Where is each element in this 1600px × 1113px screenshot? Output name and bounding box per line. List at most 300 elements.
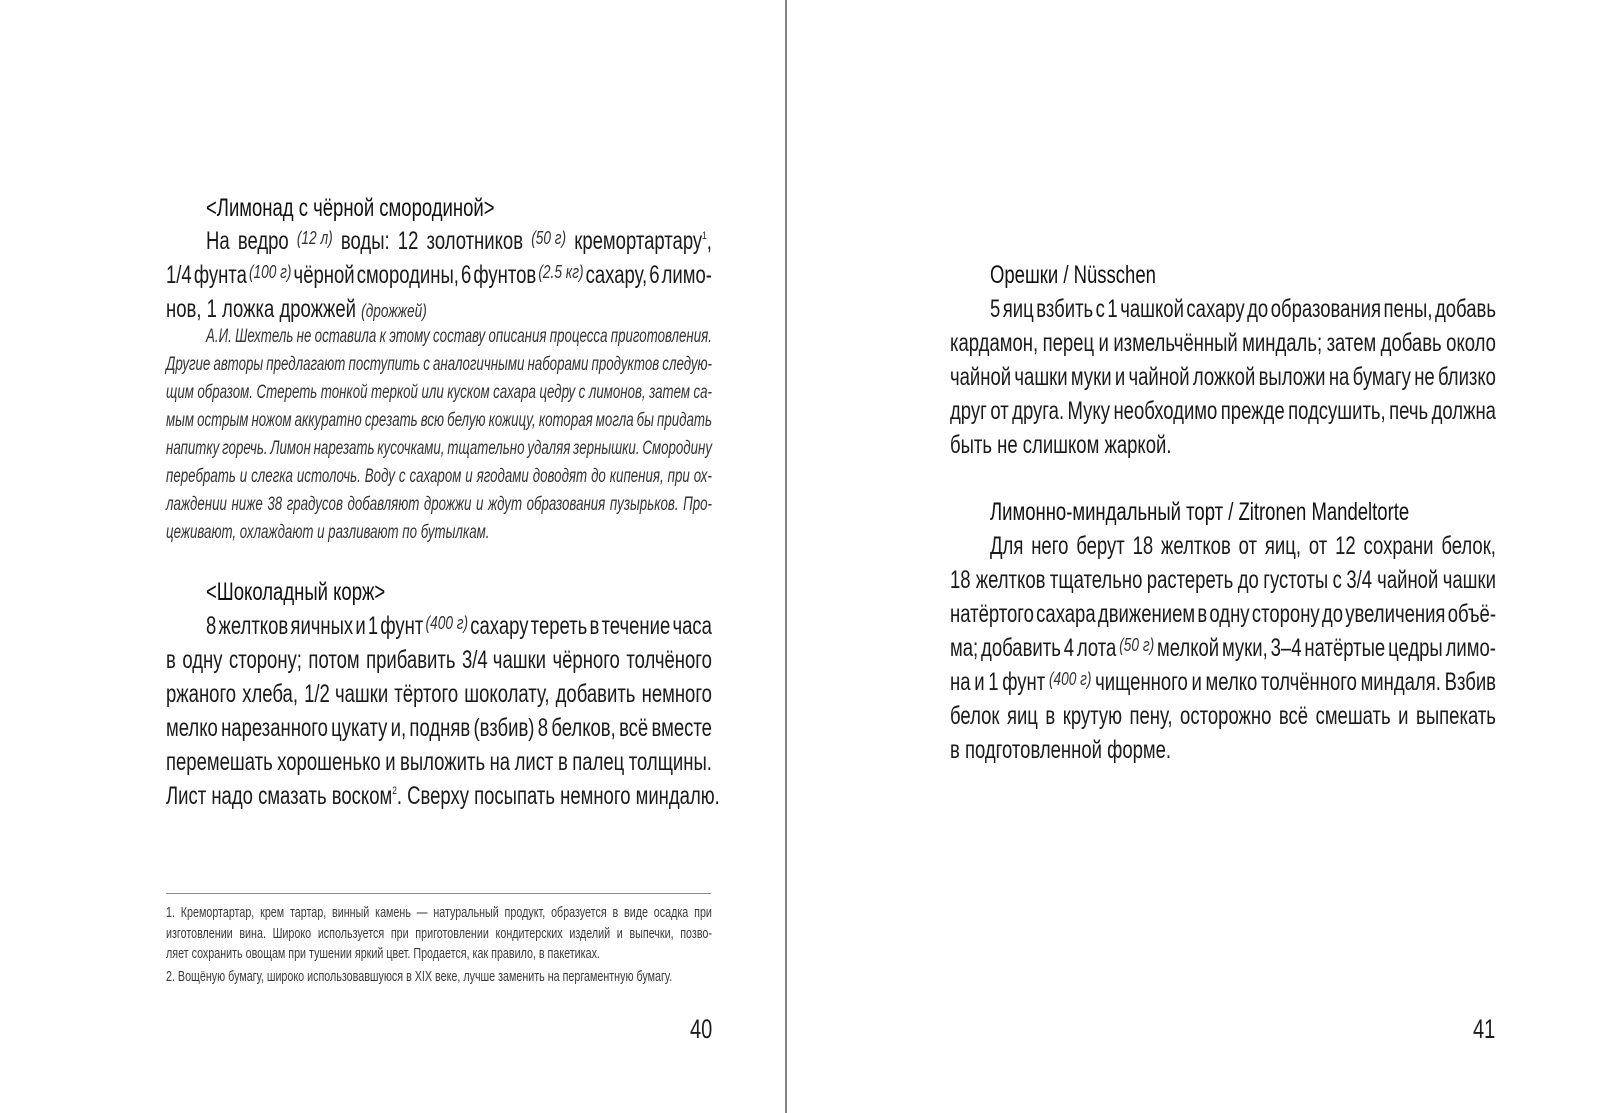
- word: сахару: [1186, 295, 1245, 323]
- body-text-line: [950, 331, 1496, 356]
- word: изделий: [569, 925, 611, 942]
- word: позво-: [680, 925, 712, 942]
- word: лимо-: [661, 261, 712, 289]
- word: близко: [1438, 363, 1496, 391]
- word: перебрать: [166, 466, 236, 487]
- word: в: [612, 905, 619, 921]
- word: при: [390, 925, 409, 942]
- word-with-footnote-ref: кремортартару$^1$,: [574, 227, 712, 255]
- word: ложкой: [1192, 363, 1256, 391]
- word: в: [166, 646, 176, 674]
- word: в подготовленной форме.: [950, 736, 1172, 764]
- word: бумагу: [1352, 363, 1411, 391]
- word: золотников: [426, 227, 524, 255]
- word: ждут: [487, 494, 523, 515]
- word: 12: [397, 227, 419, 255]
- word: выложи: [1258, 363, 1326, 391]
- page-number-right: 41: [1473, 1014, 1496, 1044]
- word: перемешать: [166, 748, 273, 776]
- word: образования: [526, 494, 606, 515]
- word: лаждении: [166, 494, 227, 515]
- footnote-text-line: [166, 927, 712, 942]
- word: всю: [420, 410, 445, 431]
- body-text-line: [166, 263, 712, 288]
- left-page: [0, 0, 785, 1113]
- word: слегка: [251, 466, 293, 487]
- word: смешать: [1315, 702, 1391, 730]
- word: придать: [657, 410, 712, 431]
- word: сахара: [1036, 600, 1096, 628]
- body-text-line: [166, 297, 427, 322]
- word: аналогичными: [433, 354, 525, 375]
- word: выпечки,: [629, 925, 674, 942]
- word: 1.: [166, 905, 175, 921]
- word: чайной: [950, 363, 1012, 391]
- word: 6: [461, 261, 472, 289]
- word: кожицу,: [488, 410, 536, 431]
- word: срезать: [364, 410, 418, 431]
- word: с: [1332, 566, 1342, 594]
- word: осторожно: [1180, 702, 1272, 730]
- word: 8: [206, 612, 217, 640]
- word: 38: [267, 494, 283, 515]
- word: шоколату,: [464, 680, 550, 708]
- word: лист: [514, 748, 554, 776]
- word: 1: [988, 668, 999, 696]
- word: добавляют: [347, 494, 420, 515]
- word: ножом: [251, 410, 292, 431]
- word: 1: [1107, 295, 1118, 323]
- word: в: [1197, 600, 1208, 628]
- word: этому: [389, 326, 430, 347]
- word: прибавить: [366, 646, 456, 674]
- word: 6: [649, 261, 660, 289]
- word: кондитерских: [495, 925, 563, 942]
- word: мелко: [166, 714, 218, 742]
- word: крутую: [1062, 702, 1122, 730]
- word: ниже: [231, 494, 263, 515]
- word: немного: [641, 680, 712, 708]
- word: истолочь.: [296, 466, 361, 487]
- word: на: [1328, 363, 1350, 391]
- word: 18 желтков: [950, 566, 1046, 594]
- word: 18: [1132, 532, 1154, 560]
- word: муки,: [1222, 634, 1268, 662]
- word: с: [423, 354, 430, 375]
- word: или: [421, 382, 444, 403]
- word: тщательно: [1049, 566, 1143, 594]
- word: не: [296, 326, 312, 347]
- word: щим: [166, 382, 194, 403]
- word: чёрного: [552, 646, 620, 674]
- word: лимонов,: [588, 382, 646, 403]
- word: сахара: [493, 382, 536, 403]
- note-text-line: [166, 467, 712, 486]
- word: (взбив): [473, 714, 535, 742]
- word: часа: [672, 612, 712, 640]
- word: ведро: [237, 227, 289, 255]
- word: дрожжи: [423, 494, 472, 515]
- word: фунта: [193, 261, 247, 289]
- word: яиц: [1006, 702, 1038, 730]
- word: са-: [693, 382, 712, 403]
- word: затем: [1326, 329, 1377, 357]
- word: и: [1114, 363, 1126, 391]
- word: которая: [538, 410, 593, 431]
- word: желтков: [1161, 532, 1231, 560]
- word: виде: [624, 905, 648, 921]
- word: 1: [206, 295, 217, 323]
- word: с: [578, 382, 586, 403]
- word: в: [1045, 702, 1056, 730]
- word: до: [1237, 566, 1259, 594]
- word: белок: [950, 702, 1000, 730]
- word: подняв: [409, 714, 471, 742]
- word: изготовлении: [166, 925, 233, 942]
- word: и: [1191, 668, 1202, 696]
- body-text-line: [950, 738, 1171, 763]
- body-text-line: [990, 534, 1496, 559]
- word: толчённого: [1261, 668, 1357, 696]
- word: желтков: [218, 612, 289, 640]
- word: градусов: [286, 494, 343, 515]
- word: Стереть: [256, 382, 318, 403]
- word: чёрной: [293, 261, 355, 289]
- word: затем: [649, 382, 690, 403]
- body-text-line: [166, 648, 712, 673]
- word: осадка: [653, 905, 689, 921]
- word: образования: [1270, 295, 1382, 323]
- word: одну: [1209, 600, 1250, 628]
- word: 4: [1063, 634, 1075, 662]
- metric-conversion: (50 г): [531, 227, 567, 248]
- word: растереть: [1146, 566, 1234, 594]
- word: прежде: [1220, 397, 1285, 425]
- word: нарезанного: [221, 714, 328, 742]
- note-text-line: цеживают, охлаждают и разливают по бутылкам.: [166, 522, 490, 543]
- word: фунт: [380, 612, 424, 640]
- word: используется: [317, 925, 385, 942]
- word: чищенного: [1095, 668, 1188, 696]
- note-text-line: [206, 327, 712, 346]
- word: тщательно: [447, 438, 525, 459]
- footnote-reference[interactable]: 2: [392, 784, 397, 797]
- body-text-line: [166, 682, 712, 707]
- word: на: [489, 748, 511, 776]
- word: необходимо: [1113, 397, 1218, 425]
- word: увеличения: [1345, 600, 1446, 628]
- word: Для: [990, 532, 1024, 560]
- word: до: [591, 466, 606, 487]
- word: 8: [537, 714, 549, 742]
- word: толчёного: [626, 646, 712, 674]
- word: чашки: [1442, 566, 1496, 594]
- recipe-title-lemonade: <Лимонад с чёрной смородиной>: [206, 194, 495, 222]
- body-text-line: [950, 602, 1496, 627]
- word: предлагают: [266, 354, 346, 375]
- word: чашкой: [1120, 295, 1184, 323]
- word: дрожжей: [279, 295, 356, 323]
- word: кусочками,: [377, 438, 445, 459]
- word: чашки: [1014, 363, 1068, 391]
- word: Шехтель: [235, 326, 294, 347]
- word: фунтов: [473, 261, 537, 289]
- word-with-footnote-ref: Лист надо смазать воском$^2$. Сверху посыпать немного миндалю.: [166, 782, 720, 810]
- word: хлеба,: [242, 680, 298, 708]
- word: добавить: [981, 634, 1061, 662]
- word: взбить: [1036, 295, 1094, 323]
- word: составу: [433, 326, 486, 347]
- word: куском: [447, 382, 490, 403]
- word: добавить: [555, 680, 636, 708]
- note-text-line: [166, 495, 712, 514]
- word: до: [1247, 295, 1269, 323]
- body-text-line: [950, 670, 1496, 695]
- note-text-line: [166, 383, 712, 402]
- word: ржаного: [166, 680, 237, 708]
- word: движением: [1097, 600, 1196, 628]
- word: На: [206, 227, 230, 255]
- word: авторы: [213, 354, 264, 375]
- body-text-line: [990, 297, 1496, 322]
- word: Смородину: [642, 438, 712, 459]
- word: и: [385, 748, 396, 776]
- word: ох-: [693, 466, 712, 487]
- word: мелкой: [1157, 634, 1220, 662]
- word: не: [1414, 363, 1435, 391]
- recipe-title-chocolate-cake: <Шоколадный корж>: [206, 578, 386, 606]
- word: быть не слишком жаркой.: [950, 431, 1172, 459]
- word: продуктов: [591, 354, 660, 375]
- word: Воду: [364, 466, 395, 487]
- word: выложить: [400, 748, 486, 776]
- footnote-text-line: 2. Вощёную бумагу, широко использовавшуюся в XIX веке, лучше заменить на пергаментную бумагу.: [166, 968, 673, 985]
- word: оставила: [314, 326, 377, 347]
- word: и: [465, 466, 473, 487]
- word: к: [379, 326, 386, 347]
- word: и,: [390, 714, 407, 742]
- word: поступить: [348, 354, 421, 375]
- word: наборами: [527, 354, 589, 375]
- word: и: [974, 668, 985, 696]
- word: всё: [619, 714, 649, 742]
- body-text-line: [950, 636, 1496, 661]
- word: лимо-: [1445, 634, 1496, 662]
- metric-conversion: (400 г): [425, 612, 469, 633]
- word: потом: [308, 646, 360, 674]
- page-number-left: 40: [690, 1014, 713, 1044]
- metric-conversion: (2.5 кг): [538, 261, 584, 282]
- word: цедру: [539, 382, 576, 403]
- word: удаляя: [527, 438, 571, 459]
- word: всё: [1278, 702, 1309, 730]
- word: чайной: [1128, 363, 1190, 391]
- word: белков,: [551, 714, 616, 742]
- word: ягодами: [476, 466, 529, 487]
- body-text-line: [950, 399, 1496, 424]
- word: измельчённый: [1113, 329, 1238, 357]
- word: 1/2 чашки: [304, 680, 389, 708]
- word: вина.: [239, 925, 266, 942]
- word: тартар,: [289, 905, 327, 921]
- word: друга.: [1012, 397, 1065, 425]
- word: пузырьков.: [609, 494, 679, 515]
- word: и: [239, 466, 248, 487]
- word: приготовления.: [610, 326, 712, 347]
- word: 1: [367, 612, 379, 640]
- footnote-text-line: [166, 906, 712, 921]
- word: хорошенько: [277, 748, 381, 776]
- word: перец: [1042, 329, 1095, 357]
- word: следую-: [662, 354, 712, 375]
- word: образуется: [551, 905, 607, 921]
- body-text-line: [206, 229, 712, 254]
- right-page: [787, 0, 1600, 1113]
- word: берут: [1076, 532, 1125, 560]
- note-text-line: [166, 439, 712, 458]
- word: и: [475, 494, 484, 515]
- word: натёртые: [1304, 634, 1386, 662]
- word: Широко: [272, 925, 312, 942]
- word: продукт,: [504, 905, 546, 921]
- word: бы: [636, 410, 654, 431]
- word: от: [1238, 532, 1258, 560]
- word: и: [616, 925, 623, 942]
- word: миндаля.: [1360, 668, 1441, 696]
- word: Муку: [1067, 397, 1110, 425]
- word: напитку: [166, 438, 220, 459]
- word: пену,: [1129, 702, 1173, 730]
- word: ложка: [222, 295, 275, 323]
- word: сахару: [470, 612, 529, 640]
- word: описания: [488, 326, 547, 347]
- word: приготовлении: [415, 925, 489, 942]
- word: 3/4 чашки: [461, 646, 547, 674]
- body-text-line: [166, 716, 712, 741]
- word: палец: [572, 748, 625, 776]
- word: могла: [595, 410, 634, 431]
- word: на: [950, 668, 971, 696]
- word: воды:: [340, 227, 390, 255]
- word: —: [416, 905, 428, 921]
- word: аккуратно: [294, 410, 362, 431]
- word: печь: [1389, 397, 1429, 425]
- recipe-title-nuts: Орешки / Nüsschen: [990, 261, 1156, 289]
- word: натуральный: [433, 905, 499, 921]
- word: 5: [990, 295, 1001, 323]
- word: зернышки.: [573, 438, 640, 459]
- word: должна: [1431, 397, 1496, 425]
- word: Кремортартар,: [180, 905, 255, 921]
- word: образом.: [197, 382, 253, 403]
- word: Взбив: [1444, 668, 1496, 696]
- word: белую: [447, 410, 486, 431]
- recipe-title-lemon-almond-torte: Лимонно-миндальный торт / Zitronen Mandeltorte: [990, 498, 1410, 526]
- word: с: [1095, 295, 1105, 323]
- word: в: [589, 612, 600, 640]
- word: него: [1031, 532, 1069, 560]
- word: одну: [182, 646, 223, 674]
- word: при: [694, 905, 712, 921]
- word: течение: [601, 612, 671, 640]
- body-text-line: [166, 784, 720, 809]
- word: около: [1446, 329, 1496, 357]
- word: ма;: [950, 634, 979, 662]
- word: винный: [332, 905, 370, 921]
- footnote-reference[interactable]: 1: [702, 229, 707, 242]
- word: яиц,: [1264, 532, 1301, 560]
- word: сторону;: [228, 646, 302, 674]
- word: пены,: [1383, 295, 1433, 323]
- word: от: [990, 397, 1009, 425]
- word: муки: [1070, 363, 1112, 391]
- word: вместе: [651, 714, 712, 742]
- footnote-separator: [166, 893, 711, 894]
- word: миндаль;: [1242, 329, 1323, 357]
- word: сохрани: [1363, 532, 1434, 560]
- word: при: [667, 466, 690, 487]
- word: до: [1321, 600, 1344, 628]
- word: 1/4: [166, 261, 192, 289]
- word: нарезать: [313, 438, 375, 459]
- word: мым: [166, 410, 195, 431]
- word: густоты: [1263, 566, 1329, 594]
- word: А.И.: [206, 326, 232, 347]
- word: процесса: [549, 326, 608, 347]
- word: тонкой: [320, 382, 368, 403]
- word: кипения,: [609, 466, 664, 487]
- word: сторону: [1251, 600, 1320, 628]
- word: с: [398, 466, 406, 487]
- metric-conversion: (100 г): [248, 261, 292, 282]
- word: подсушить,: [1288, 397, 1386, 425]
- body-text-line: [950, 568, 1496, 593]
- body-text-line: [166, 750, 712, 775]
- metric-conversion: (12 л): [296, 227, 333, 248]
- word: цедры: [1388, 634, 1443, 662]
- metric-conversion: (дрожжей): [361, 300, 427, 321]
- body-text-line: [950, 433, 1171, 458]
- metric-conversion: (50 г): [1119, 634, 1155, 655]
- metric-conversion: (400 г): [1048, 668, 1092, 689]
- word: кардамон,: [950, 329, 1039, 357]
- word: нов,: [166, 295, 202, 323]
- word: и: [1398, 702, 1409, 730]
- word: 3–4: [1270, 634, 1302, 662]
- word: белок,: [1441, 532, 1496, 560]
- word: Про-: [683, 494, 712, 515]
- word: 3/4 чайной: [1346, 566, 1439, 594]
- word: добавь: [1434, 295, 1496, 323]
- word: и: [1098, 329, 1109, 357]
- word: фунт: [1002, 668, 1046, 696]
- word: лота: [1076, 634, 1117, 662]
- footnote-text-line: ляет сохранить овощам при тушении яркий цвет. Продается, как правило, в пакетиках.: [166, 946, 600, 962]
- word: крем: [260, 905, 285, 921]
- word: сахаром: [409, 466, 462, 487]
- word: и: [355, 612, 366, 640]
- word: тёртого: [394, 680, 459, 708]
- word: яиц: [1002, 295, 1034, 323]
- note-text-line: [166, 411, 712, 430]
- word: доводят: [532, 466, 588, 487]
- word: выпекать: [1416, 702, 1496, 730]
- body-text-line: [950, 704, 1496, 729]
- word: от: [1308, 532, 1328, 560]
- word: тереть: [530, 612, 588, 640]
- word: теркой: [370, 382, 418, 403]
- word: яичных: [290, 612, 354, 640]
